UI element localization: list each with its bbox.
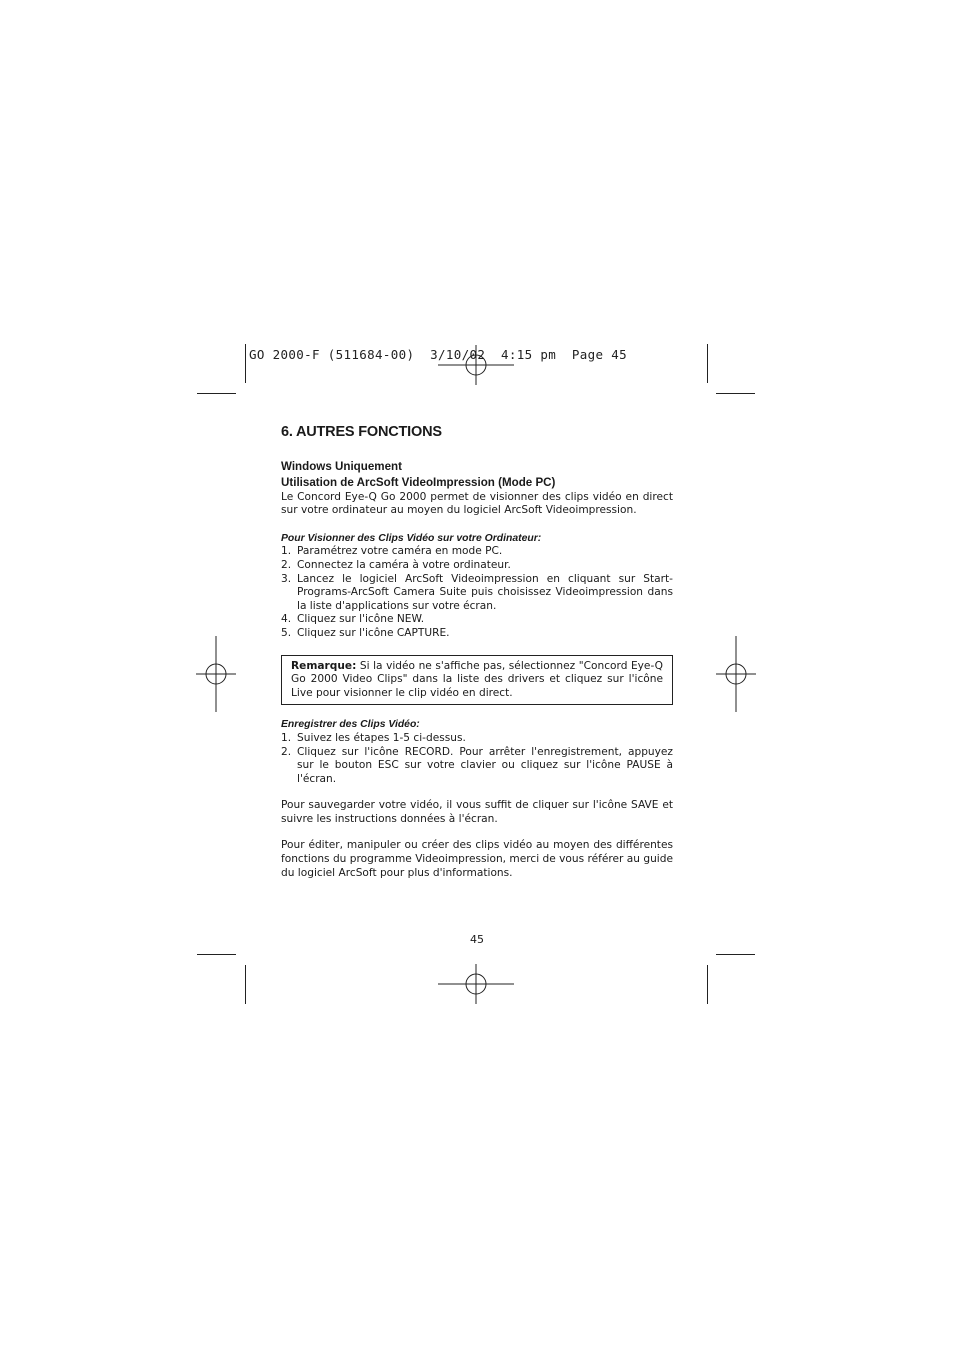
- note-box: [281, 655, 673, 706]
- step-text: Connectez la caméra à votre ordinateur.: [297, 558, 511, 571]
- edit-paragraph: Pour éditer, manipuler ou créer des clips vidéo au moyen des différentes fonctions du programme Videoimpression, merci de vous référer au guide du logiciel ArcSoft pour plus d'informations.: [281, 839, 673, 879]
- registration-mark-top-icon: [438, 327, 514, 403]
- list-item: [281, 732, 673, 746]
- crop-mark-bottom-right-horizontal: [716, 954, 755, 955]
- subheading-windows-only: Windows Uniquement: [281, 459, 402, 473]
- step-text: Lancez le logiciel ArcSoft Videoimpression en cliquant sur Start-Programs-ArcSoft Camera Suite puis choisissez Videoimpression dans la liste d'applications sur votre écran.: [297, 572, 673, 612]
- crop-mark-bottom-right-vertical: [707, 965, 708, 1004]
- step-text: Paramétrez votre caméra en mode PC.: [297, 545, 503, 558]
- save-paragraph: Pour sauvegarder votre vidéo, il vous suffit de cliquer sur l'icône SAVE et suivre les instructions données à l'écran.: [281, 799, 673, 825]
- registration-mark-right-icon: [698, 636, 774, 712]
- registration-mark-bottom-icon: [438, 946, 514, 1022]
- step-text: Suivez les étapes 1-5 ci-dessus.: [297, 731, 466, 744]
- list-item: [281, 746, 673, 787]
- record-clips-heading: Enregistrer des Clips Vidéo:: [281, 719, 420, 731]
- record-clips-steps: [281, 732, 673, 786]
- crop-mark-bottom-left-vertical: [245, 965, 246, 1004]
- print-slug: GO 2000-F (511684-00) 3/10/02 4:15 pm Page 45: [249, 347, 628, 362]
- crop-mark-bottom-left-horizontal: [197, 954, 236, 955]
- step-text: Cliquez sur l'icône RECORD. Pour arrêter l'enregistrement, appuyez sur le bouton ESC sur votre clavier ou cliquez sur l'icône PAUSE à l'écran.: [297, 745, 673, 785]
- crop-mark-top-right-horizontal: [716, 393, 755, 394]
- intro-paragraph: Le Concord Eye-Q Go 2000 permet de visionner des clips vidéo en direct sur votre ordinateur au moyen du logiciel ArcSoft Videoimpression.: [281, 490, 673, 517]
- step-number: 1.: [281, 731, 292, 744]
- step-text: Cliquez sur l'icône NEW.: [297, 613, 425, 626]
- page-number: 45: [470, 933, 484, 946]
- section-title: 6. AUTRES FONCTIONS: [281, 424, 442, 440]
- page-content: [281, 426, 673, 880]
- list-item: [281, 559, 673, 573]
- registration-mark-left-icon: [178, 636, 254, 712]
- step-number: 4.: [281, 613, 292, 626]
- step-text: Cliquez sur l'icône CAPTURE.: [297, 626, 450, 639]
- list-item: [281, 613, 673, 627]
- list-item: [281, 573, 673, 614]
- step-number: 5.: [281, 626, 292, 639]
- note-text: Si la vidéo ne s'affiche pas, sélectionnez "Concord Eye-Q Go 2000 Video Clips" dans la liste des drivers et cliquez sur l'icône Live pour visionner le clip vidéo en direct.: [291, 659, 663, 699]
- view-clips-steps: [281, 545, 673, 640]
- list-item: [281, 545, 673, 559]
- view-clips-heading: Pour Visionner des Clips Vidéo sur votre Ordinateur:: [281, 532, 542, 544]
- list-item: [281, 627, 673, 641]
- crop-mark-top-left-vertical: [245, 344, 246, 383]
- note-label: Remarque:: [291, 659, 357, 672]
- step-number: 3.: [281, 572, 292, 585]
- step-number: 1.: [281, 545, 292, 558]
- step-number: 2.: [281, 745, 292, 758]
- step-number: 2.: [281, 558, 292, 571]
- subheading-arcsoft-usage: Utilisation de ArcSoft VideoImpression (Mode PC): [281, 475, 556, 489]
- crop-mark-top-right-vertical: [707, 344, 708, 383]
- crop-mark-top-left-horizontal: [197, 393, 236, 394]
